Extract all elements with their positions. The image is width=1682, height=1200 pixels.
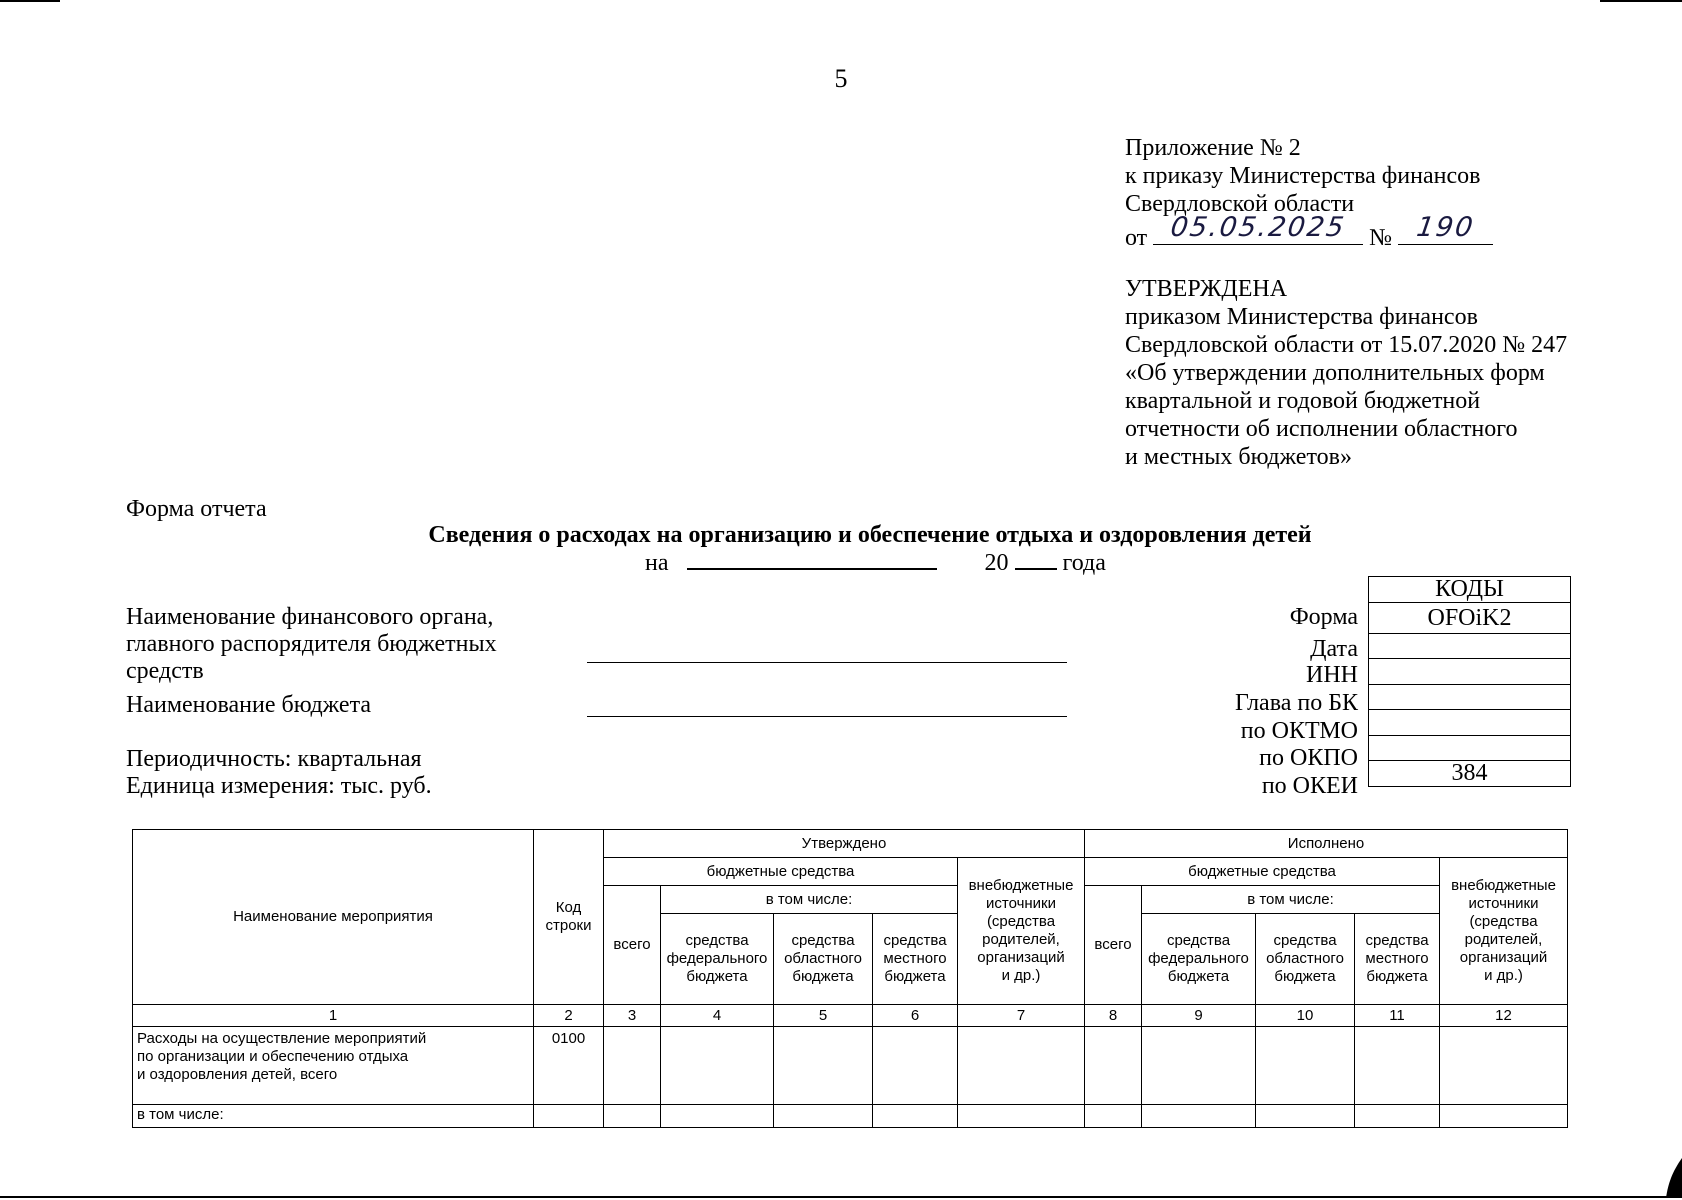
appendix-line-3: Свердловской области bbox=[1125, 191, 1355, 217]
handwritten-date: 05.05.2025 bbox=[1168, 212, 1348, 243]
data-cell bbox=[604, 1105, 661, 1128]
fin-org-blank bbox=[587, 662, 1067, 663]
offbudget-line: родителей, bbox=[1464, 931, 1543, 948]
code-value-oktmo bbox=[1369, 710, 1571, 736]
federal-header bbox=[1142, 914, 1256, 1005]
col-number: 8 bbox=[1085, 1005, 1142, 1027]
regional-line: областного bbox=[1266, 950, 1344, 967]
data-cell bbox=[873, 1105, 958, 1128]
budget-name-blank bbox=[587, 716, 1067, 717]
handwritten-number: 190 bbox=[1414, 212, 1477, 243]
appendix-block bbox=[1125, 134, 1493, 252]
incl-header: в том числе: bbox=[1142, 886, 1440, 914]
data-cell bbox=[661, 1027, 774, 1105]
regional-line: бюджета bbox=[1274, 968, 1336, 985]
code-label-oktmo: по ОКТМО bbox=[1240, 718, 1358, 744]
federal-line: средства bbox=[1166, 932, 1231, 949]
local-header bbox=[873, 914, 958, 1005]
fin-org-line-1: Наименование финансового органа, bbox=[126, 604, 494, 630]
expenses-table bbox=[132, 829, 1568, 1128]
approved-line: «Об утверждении дополнительных форм bbox=[1125, 360, 1545, 386]
regional-header bbox=[1256, 914, 1355, 1005]
col-code-header bbox=[534, 830, 604, 1005]
federal-header bbox=[661, 914, 774, 1005]
col-number: 10 bbox=[1256, 1005, 1355, 1027]
code-value-inn bbox=[1369, 659, 1571, 685]
col-number: 4 bbox=[661, 1005, 774, 1027]
federal-line: федерального bbox=[666, 950, 768, 967]
form-label: Форма отчета bbox=[126, 496, 267, 522]
approved-line: и местных бюджетов» bbox=[1125, 444, 1352, 470]
row-code: 0100 bbox=[534, 1027, 604, 1105]
budget-funds-header: бюджетные средства bbox=[604, 858, 958, 886]
code-value-date bbox=[1369, 633, 1571, 659]
offbudget-line: внебюджетные bbox=[968, 877, 1074, 894]
total-header: всего bbox=[604, 886, 661, 1005]
approved-heading: УТВЕРЖДЕНА bbox=[1125, 276, 1288, 302]
approved-header: Утверждено bbox=[604, 830, 1085, 858]
code-value-okpo bbox=[1369, 735, 1571, 761]
data-cell bbox=[1440, 1105, 1568, 1128]
fin-org-line-3: средств bbox=[126, 658, 204, 684]
regional-line: областного bbox=[784, 950, 862, 967]
regional-header bbox=[774, 914, 873, 1005]
regional-line: средства bbox=[1273, 932, 1337, 949]
appendix-date-line bbox=[1125, 212, 1493, 252]
offbudget-header bbox=[958, 858, 1085, 1005]
data-cell bbox=[1085, 1105, 1142, 1128]
offbudget-line: источники bbox=[1468, 895, 1539, 912]
approved-line: отчетности об исполнении областного bbox=[1125, 416, 1518, 442]
budget-funds-header: бюджетные средства bbox=[1085, 858, 1440, 886]
period-year-blank bbox=[1015, 548, 1057, 570]
data-cell bbox=[958, 1027, 1085, 1105]
scan-edge-mark bbox=[1600, 0, 1682, 2]
approved-line: Свердловской области от 15.07.2020 № 247 bbox=[1125, 332, 1568, 358]
scan-edge-mark bbox=[0, 0, 60, 2]
col-number: 3 bbox=[604, 1005, 661, 1027]
row-name-line: Расходы на осуществление мероприятий bbox=[137, 1030, 427, 1047]
code-label-inn: ИНН bbox=[1306, 662, 1358, 688]
data-cell bbox=[1085, 1027, 1142, 1105]
code-value-form: OFOiK2 bbox=[1369, 602, 1571, 633]
executed-header: Исполнено bbox=[1085, 830, 1568, 858]
col-number: 5 bbox=[774, 1005, 873, 1027]
local-line: средства bbox=[883, 932, 947, 949]
col-name-header: Наименование мероприятия bbox=[133, 830, 534, 1005]
federal-line: федерального bbox=[1148, 950, 1249, 967]
col-code-line-1: Код bbox=[555, 899, 582, 916]
code-label-okpo: по ОКПО bbox=[1259, 745, 1358, 771]
col-number: 7 bbox=[958, 1005, 1085, 1027]
data-cell bbox=[873, 1027, 958, 1105]
offbudget-line: (средства bbox=[986, 913, 1056, 930]
row-name-line: и оздоровления детей, всего bbox=[137, 1066, 338, 1083]
federal-line: средства bbox=[685, 932, 749, 949]
offbudget-line: источники bbox=[985, 895, 1056, 912]
unit-label: Единица измерения: тыс. руб. bbox=[126, 773, 432, 799]
row-code bbox=[534, 1105, 604, 1128]
col-number: 12 bbox=[1440, 1005, 1568, 1027]
code-value-bk bbox=[1369, 684, 1571, 710]
period-year-prefix: 20 bbox=[984, 550, 1009, 576]
codes-header: КОДЫ bbox=[1369, 577, 1571, 603]
offbudget-line: родителей, bbox=[982, 931, 1060, 948]
offbudget-line: организаций bbox=[1459, 949, 1548, 966]
regional-line: бюджета bbox=[792, 968, 854, 985]
data-cell bbox=[1440, 1027, 1568, 1105]
data-cell bbox=[1355, 1027, 1440, 1105]
offbudget-line: внебюджетные bbox=[1451, 877, 1556, 894]
codes-table bbox=[1368, 576, 1571, 787]
periodicity-label: Периодичность: квартальная bbox=[126, 746, 422, 772]
local-line: бюджета bbox=[1366, 968, 1428, 985]
code-value-okei: 384 bbox=[1369, 761, 1571, 787]
data-cell bbox=[1142, 1027, 1256, 1105]
offbudget-header bbox=[1440, 858, 1568, 1005]
code-label-bk: Глава по БК bbox=[1235, 690, 1358, 716]
date-field bbox=[1153, 212, 1363, 245]
offbudget-line: и др.) bbox=[1001, 967, 1041, 984]
local-line: местного bbox=[883, 950, 947, 967]
scan-edge-mark bbox=[0, 1196, 1682, 1198]
approved-line: квартальной и годовой бюджетной bbox=[1125, 388, 1481, 414]
code-label-okei: по ОКЕИ bbox=[1261, 773, 1358, 799]
federal-line: бюджета bbox=[686, 968, 748, 985]
page-number: 5 bbox=[834, 64, 848, 93]
col-number: 11 bbox=[1355, 1005, 1440, 1027]
data-cell bbox=[1142, 1105, 1256, 1128]
total-header: всего bbox=[1085, 886, 1142, 1005]
local-header bbox=[1355, 914, 1440, 1005]
row-name bbox=[133, 1027, 534, 1105]
data-cell bbox=[604, 1027, 661, 1105]
data-cell bbox=[774, 1027, 873, 1105]
period-line bbox=[645, 548, 1106, 577]
appendix-line-2: к приказу Министерства финансов bbox=[1125, 163, 1481, 189]
approved-block bbox=[1125, 275, 1567, 471]
row-name: в том числе: bbox=[133, 1105, 534, 1128]
data-cell bbox=[1256, 1027, 1355, 1105]
budget-name-label: Наименование бюджета bbox=[126, 692, 372, 718]
data-cell bbox=[774, 1105, 873, 1128]
regional-line: средства bbox=[791, 932, 855, 949]
date-prefix: от bbox=[1125, 225, 1148, 251]
report-title: Сведения о расходах на организацию и обеспечение отдыха и оздоровления детей bbox=[428, 522, 1312, 548]
data-cell bbox=[1355, 1105, 1440, 1128]
number-field bbox=[1398, 212, 1493, 245]
code-label-form: Форма bbox=[1289, 604, 1358, 630]
period-date-blank bbox=[687, 548, 937, 570]
fin-org-line-2: главного распорядителя бюджетных bbox=[126, 631, 497, 657]
offbudget-line: (средства bbox=[1469, 913, 1538, 930]
data-cell bbox=[1256, 1105, 1355, 1128]
local-line: местного bbox=[1365, 950, 1429, 967]
data-cell bbox=[958, 1105, 1085, 1128]
offbudget-line: организаций bbox=[977, 949, 1065, 966]
local-line: бюджета bbox=[884, 968, 946, 985]
col-number: 6 bbox=[873, 1005, 958, 1027]
number-prefix: № bbox=[1369, 225, 1393, 251]
appendix-line-1: Приложение № 2 bbox=[1125, 135, 1301, 161]
period-suffix: года bbox=[1062, 550, 1106, 576]
incl-header: в том числе: bbox=[661, 886, 958, 914]
federal-line: бюджета bbox=[1167, 968, 1230, 985]
local-line: средства bbox=[1365, 932, 1429, 949]
scan-corner-fold bbox=[1660, 1158, 1682, 1198]
offbudget-line: и др.) bbox=[1484, 967, 1523, 984]
col-code-line-2: строки bbox=[545, 917, 592, 934]
data-cell bbox=[661, 1105, 774, 1128]
code-label-date: Дата bbox=[1310, 636, 1358, 662]
fin-org-label bbox=[126, 604, 497, 685]
approved-line: приказом Министерства финансов bbox=[1125, 304, 1478, 330]
col-number: 9 bbox=[1142, 1005, 1256, 1027]
period-prefix: на bbox=[645, 550, 669, 576]
col-number: 1 bbox=[133, 1005, 534, 1027]
col-number: 2 bbox=[534, 1005, 604, 1027]
row-name-line: по организации и обеспечению отдыха bbox=[137, 1048, 409, 1065]
